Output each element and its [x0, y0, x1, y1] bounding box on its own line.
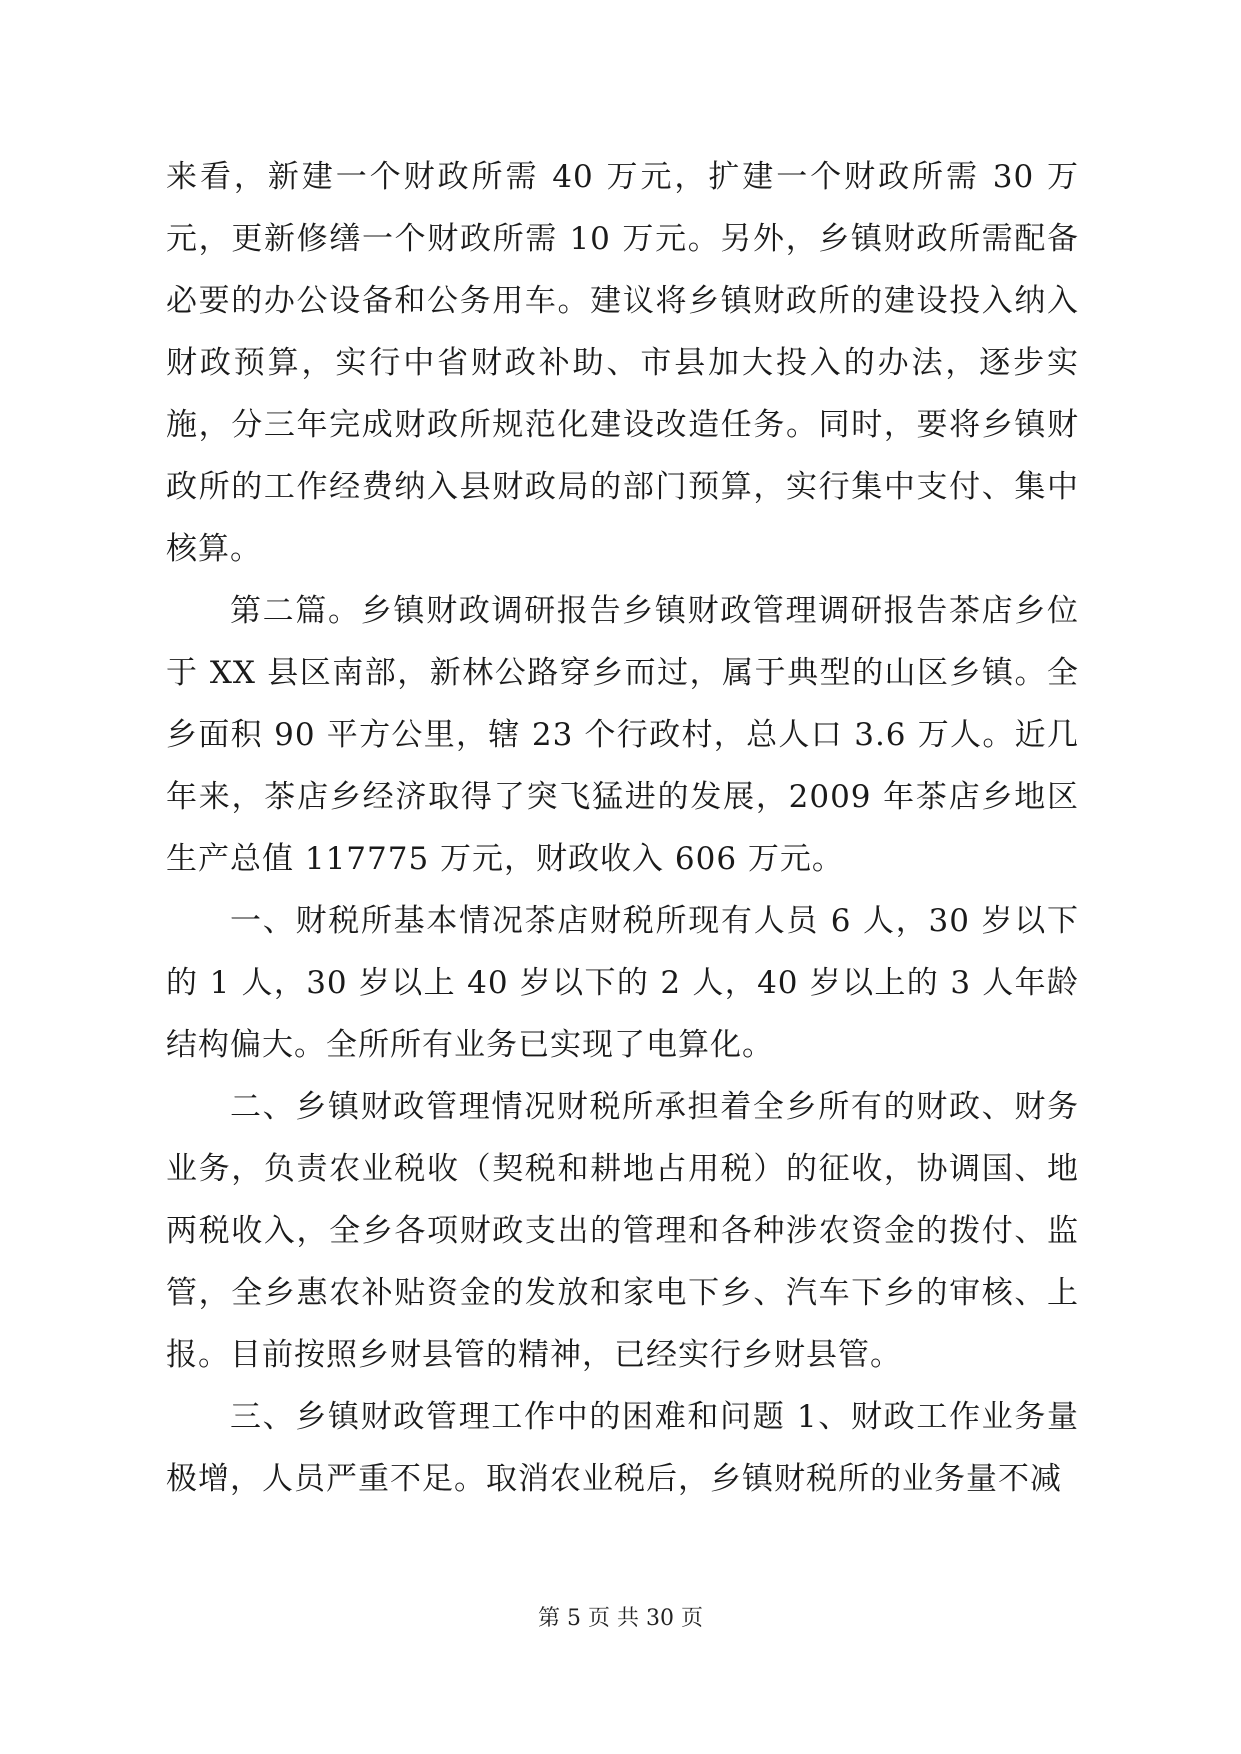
paragraph-section-three: 三、乡镇财政管理工作中的困难和问题 1、财政工作业务量极增，人员严重不足。取消农业税后，乡镇财税所的业务量不减: [166, 1399, 1079, 1497]
page-number-label: 第 5 页 共 30 页: [538, 1606, 703, 1631]
paragraph-section-one: 一、财税所基本情况茶店财税所现有人员 6 人，30 岁以下的 1 人，30 岁以上 40 岁以下的 2 人，40 岁以上的 3 人年龄结构偏大。全所所有业务已实现了电算化。: [166, 903, 1079, 1063]
document-body: [166, 146, 1079, 1510]
paragraph-section-two: 二、乡镇财政管理情况财税所承担着全乡所有的财政、财务业务，负责农业税收（契税和耕地占用税）的征收，协调国、地两税收入，全乡各项财政支出的管理和各种涉农资金的拨付、监管，全乡惠农补贴资金的发放和家电下乡、汽车下乡的审核、上报。目前按照乡财县管的精神，已经实行乡财县管。: [166, 1089, 1079, 1373]
paragraph-second-article: 第二篇。乡镇财政调研报告乡镇财政管理调研报告茶店乡位于 XX 县区南部，新林公路穿乡而过，属于典型的山区乡镇。全乡面积 90 平方公里，辖 23 个行政村，总人口 3.6 万人。近几年来，茶店乡经济取得了突飞猛进的发展，2009 年茶店乡地区生产总值 117775 万元，财政收入 606 万元。: [166, 593, 1079, 877]
paragraph-continuation: 来看，新建一个财政所需 40 万元，扩建一个财政所需 30 万元，更新修缮一个财政所需 10 万元。另外，乡镇财政所需配备必要的办公设备和公务用车。建议将乡镇财政所的建设投入纳入财政预算，实行中省财政补助、市县加大投入的办法，逐步实施，分三年完成财政所规范化建设改造任务。同时，要将乡镇财政所的工作经费纳入县财政局的部门预算，实行集中支付、集中核算。: [166, 159, 1079, 567]
page-footer: [0, 1604, 1241, 1634]
